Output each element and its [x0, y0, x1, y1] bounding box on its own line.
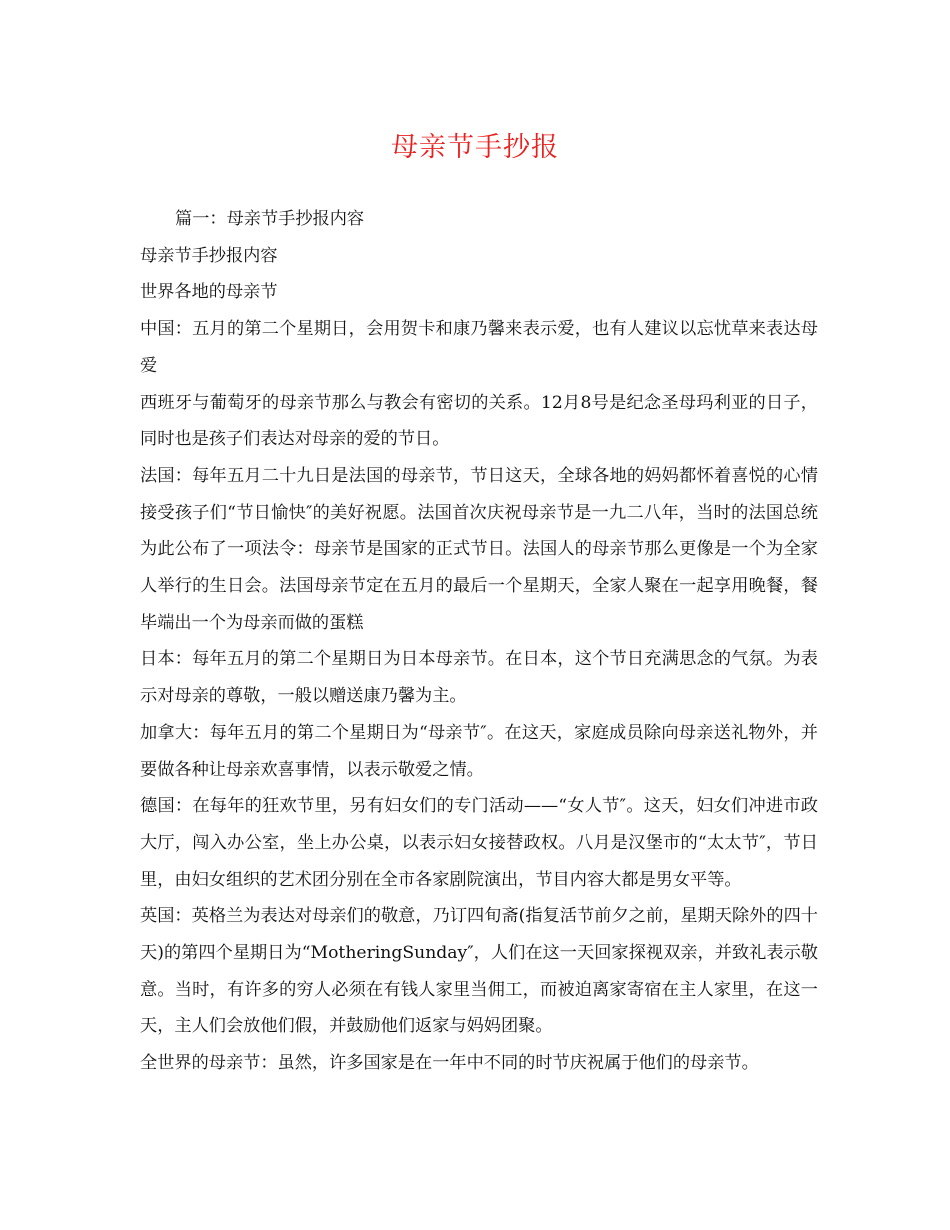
paragraph-spain-portugal: 西班牙与葡萄牙的母亲节那么与教会有密切的关系。12月8号是纪念圣母玛利亚的日子，同时也是孩子们表达对母亲的爱的节日。	[140, 392, 818, 450]
paragraph-uk: 英国：英格兰为表达对母亲们的敬意，乃订四旬斋(指复活节前夕之前，星期天除外的四十天)的第四个星期日为“MotheringSunday″，人们在这一天回家探视双亲，并致礼表示敬意。当时，有许多的穷人必须在有钱人家里当佣工，而被迫离家寄宿在主人家里，在这一天，主人们会放他们假，并鼓励他们返家与妈妈团聚。	[140, 906, 818, 1037]
paragraph-canada: 加拿大：每年五月的第二个星期日为“母亲节″。在这天，家庭成员除向母亲送礼物外，并要做各种让母亲欢喜事情，以表示敬爱之情。	[140, 722, 818, 780]
document-body	[140, 201, 818, 1082]
document-title: 母亲节手抄报	[391, 132, 559, 163]
paragraph-germany: 德国：在每年的狂欢节里，另有妇女们的专门活动——“女人节″。这天，妇女们冲进市政大厅，闯入办公室，坐上办公桌，以表示妇女接替政权。八月是汉堡市的“太太节″，节日里，由妇女组织的艺术团分别在全市各家剧院演出，节目内容大都是男女平等。	[140, 796, 818, 890]
subheading: 世界各地的母亲节	[140, 282, 278, 303]
paragraph-china: 中国：五月的第二个星期日，会用贺卡和康乃馨来表示爱，也有人建议以忘忧草来表达母爱	[140, 319, 818, 376]
paragraph-worldwide: 全世界的母亲节：虽然，许多国家是在一年中不同的时节庆祝属于他们的母亲节。	[140, 1053, 759, 1074]
subheading: 母亲节手抄报内容	[140, 245, 278, 266]
section-heading: 篇一：母亲节手抄报内容	[175, 209, 365, 229]
paragraph-france: 法国：每年五月二十九日是法国的母亲节，节日这天，全球各地的妈妈都怀着喜悦的心情接受孩子们“节日愉快″的美好祝愿。法国首次庆祝母亲节是一九二八年，当时的法国总统为此公布了一项法令：母亲节是国家的正式节日。法国人的母亲节那么更像是一个为全家人举行的生日会。法国母亲节定在五月的最后一个星期天，全家人聚在一起享用晚餐，餐毕端出一个为母亲而做的蛋糕	[140, 465, 818, 633]
paragraph-japan: 日本：每年五月的第二个星期日为日本母亲节。在日本，这个节日充满思念的气氛。为表示对母亲的尊敬，一般以赠送康乃馨为主。	[140, 649, 818, 707]
